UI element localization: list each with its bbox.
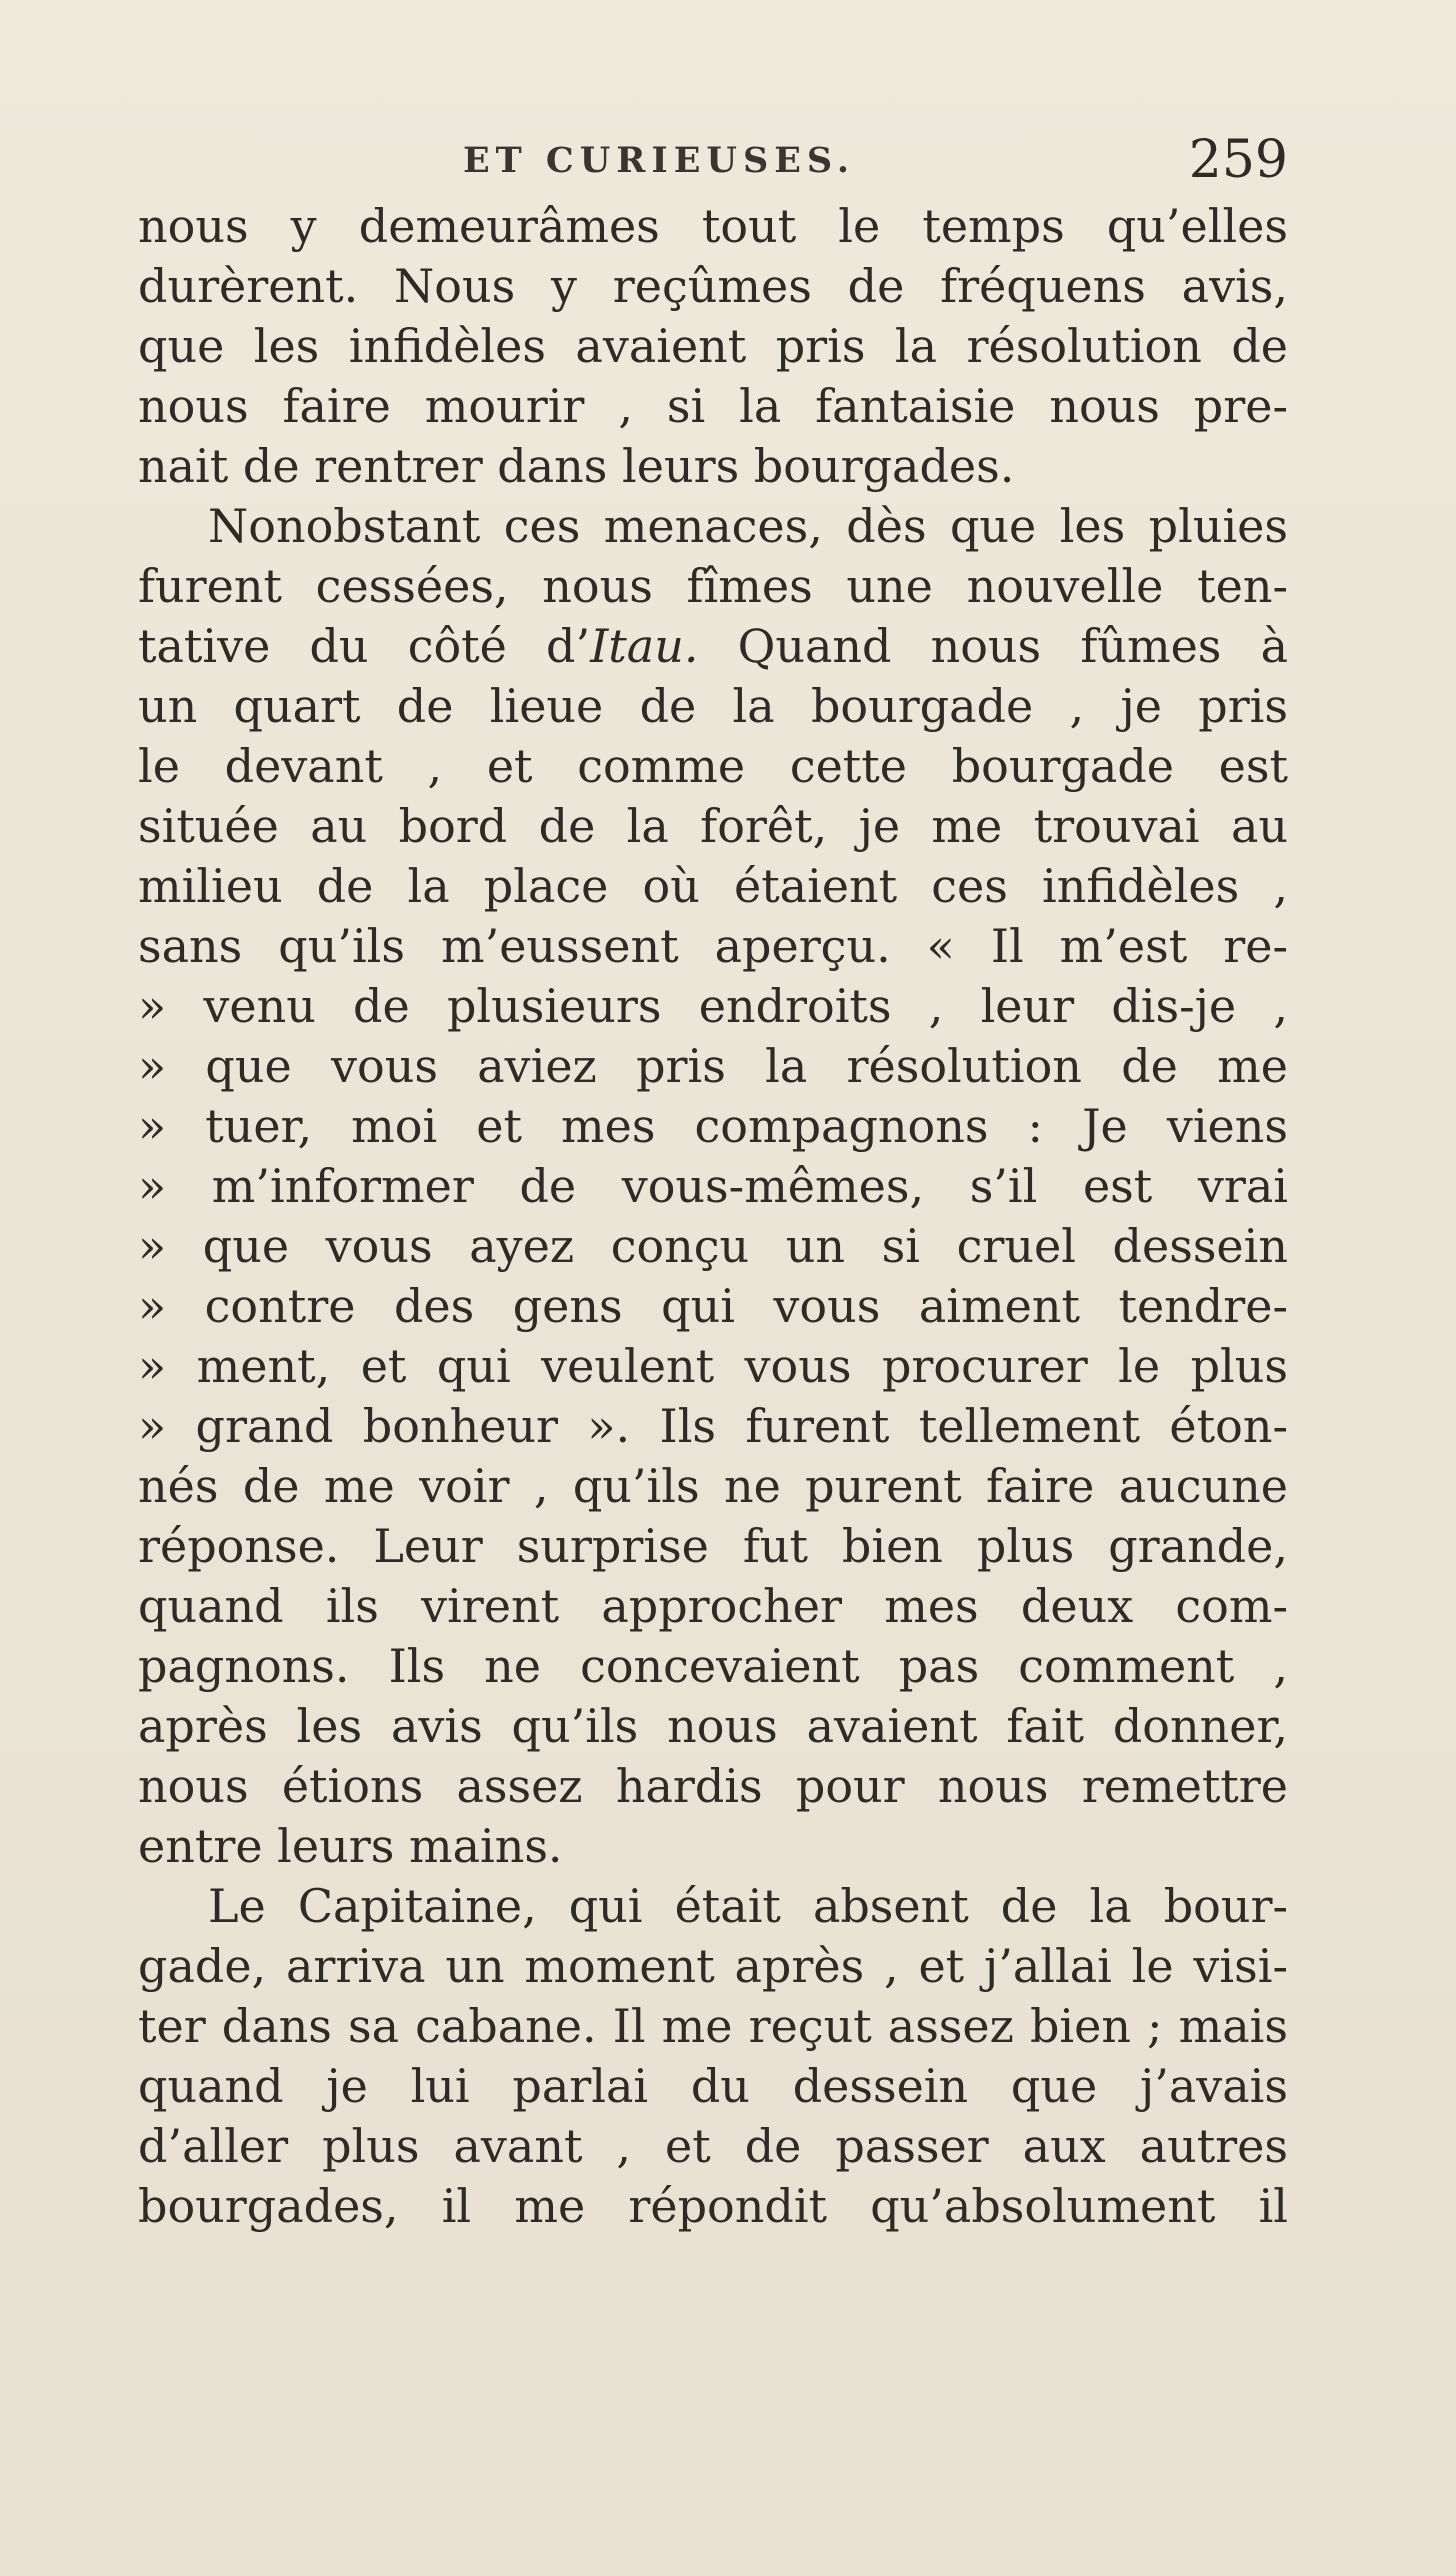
text-line: d’aller plus avant , et de passer aux autres [138,2119,1288,2173]
text-line: » ment, et qui veulent vous procurer le plus [138,1339,1288,1393]
text-line: bourgades, il me répondit qu’absolument il [138,2179,1288,2233]
text-fragment: Quand nous fûmes à [698,619,1288,673]
text-line: nous faire mourir , si la fantaisie nous pre- [138,379,1288,433]
italic-place-name: Itau. [590,619,699,673]
paragraph-start-line: Nonobstant ces menaces, dès que les pluies [208,499,1288,553]
text-fragment: tative du côté d’ [138,619,591,673]
text-line [138,616,1288,676]
text-line: durèrent. Nous y reçûmes de fréquens avis, [138,259,1288,313]
paragraph-start-line: Le Capitaine, qui était absent de la bour- [208,1879,1288,1933]
text-line: nous étions assez hardis pour nous remettre [138,1759,1288,1813]
text-line: nés de me voir , qu’ils ne purent faire aucune [138,1459,1288,1513]
body-text [138,196,1288,2236]
text-line: » tuer, moi et mes compagnons : Je viens [138,1099,1288,1153]
text-line: ter dans sa cabane. Il me reçut assez bien ; mais [138,1999,1288,2053]
text-line: nait de rentrer dans leurs bourgades. [138,439,1015,493]
text-line: après les avis qu’ils nous avaient fait donner, [138,1699,1288,1753]
text-line: » m’informer de vous-mêmes, s’il est vrai [138,1159,1288,1213]
text-line: pagnons. Ils ne concevaient pas comment , [138,1639,1288,1693]
page-number: 259 [1188,130,1288,190]
text-line: sans qu’ils m’eussent aperçu. « Il m’est re- [138,919,1288,973]
text-line: quand ils virent approcher mes deux com- [138,1579,1288,1633]
text-line: furent cessées, nous fîmes une nouvelle ten- [138,559,1288,613]
text-line: milieu de la place où étaient ces infidèles , [138,859,1288,913]
text-line: le devant , et comme cette bourgade est [138,739,1288,793]
text-line: située au bord de la forêt, je me trouvai au [138,799,1288,853]
running-title: ET CURIEUSES. [463,140,856,181]
text-line: » venu de plusieurs endroits , leur dis-je , [138,979,1288,1033]
text-line: nous y demeurâmes tout le temps qu’elles [138,199,1288,253]
text-line: » que vous ayez conçu un si cruel dessein [138,1219,1288,1273]
text-line: gade, arriva un moment après , et j’allai le visi- [138,1939,1288,1993]
text-line: » contre des gens qui vous aiment tendre- [138,1279,1288,1333]
text-line: entre leurs mains. [138,1819,563,1873]
text-line: que les infidèles avaient pris la résolution de [138,319,1288,373]
text-line: » que vous aviez pris la résolution de me [138,1039,1288,1093]
text-line: un quart de lieue de la bourgade , je pris [138,679,1288,733]
text-line: » grand bonheur ». Ils furent tellement éton- [138,1399,1288,1453]
text-line: quand je lui parlai du dessein que j’avais [138,2059,1288,2113]
running-header [138,130,1288,198]
text-line: réponse. Leur surprise fut bien plus grande, [138,1519,1288,1573]
